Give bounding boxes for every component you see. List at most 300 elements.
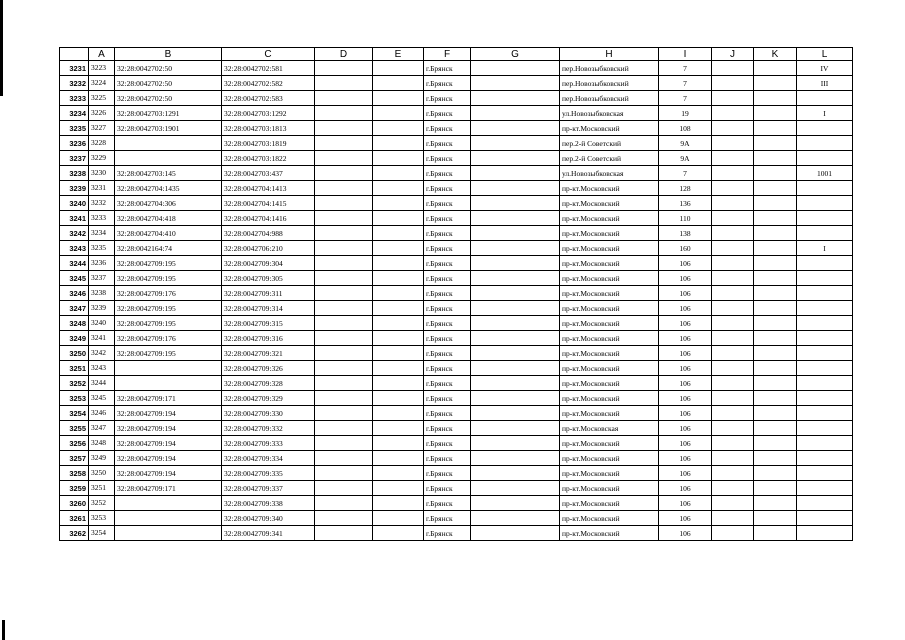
cell-f[interactable]: г.Брянск — [424, 196, 471, 211]
cell-a[interactable]: 3240 — [89, 316, 115, 331]
cell-l[interactable] — [797, 466, 853, 481]
cell-f[interactable]: г.Брянск — [424, 241, 471, 256]
column-header[interactable]: C — [222, 48, 315, 61]
cell-j[interactable] — [712, 91, 754, 106]
cell-h[interactable]: ул.Новозыбковская — [560, 106, 659, 121]
cell-a[interactable]: 3223 — [89, 61, 115, 76]
cell-j[interactable] — [712, 106, 754, 121]
cell-e[interactable] — [373, 376, 424, 391]
cell-c[interactable]: 32:28:0042703:1292 — [222, 106, 315, 121]
cell-k[interactable] — [754, 226, 797, 241]
cell-j[interactable] — [712, 496, 754, 511]
cell-d[interactable] — [315, 121, 373, 136]
cell-a[interactable]: 3233 — [89, 211, 115, 226]
cell-g[interactable] — [471, 286, 560, 301]
cell-f[interactable]: г.Брянск — [424, 151, 471, 166]
cell-c[interactable]: 32:28:0042702:581 — [222, 61, 315, 76]
cell-j[interactable] — [712, 361, 754, 376]
cell-l[interactable] — [797, 436, 853, 451]
cell-l[interactable] — [797, 151, 853, 166]
cell-e[interactable] — [373, 226, 424, 241]
cell-a[interactable]: 3245 — [89, 391, 115, 406]
cell-f[interactable]: г.Брянск — [424, 361, 471, 376]
cell-e[interactable] — [373, 166, 424, 181]
cell-d[interactable] — [315, 151, 373, 166]
cell-d[interactable] — [315, 106, 373, 121]
cell-d[interactable] — [315, 61, 373, 76]
row-number[interactable]: 3249 — [60, 331, 89, 346]
cell-k[interactable] — [754, 91, 797, 106]
cell-c[interactable]: 32:28:0042702:583 — [222, 91, 315, 106]
cell-k[interactable] — [754, 106, 797, 121]
cell-b[interactable]: 32:28:0042703:1291 — [115, 106, 222, 121]
cell-f[interactable]: г.Брянск — [424, 226, 471, 241]
cell-f[interactable]: г.Брянск — [424, 391, 471, 406]
cell-f[interactable]: г.Брянск — [424, 166, 471, 181]
cell-e[interactable] — [373, 151, 424, 166]
cell-b[interactable]: 32:28:0042704:306 — [115, 196, 222, 211]
row-number[interactable]: 3237 — [60, 151, 89, 166]
cell-b[interactable]: 32:28:0042709:194 — [115, 451, 222, 466]
cell-k[interactable] — [754, 406, 797, 421]
cell-d[interactable] — [315, 316, 373, 331]
cell-k[interactable] — [754, 151, 797, 166]
cell-f[interactable]: г.Брянск — [424, 286, 471, 301]
row-number[interactable]: 3244 — [60, 256, 89, 271]
cell-d[interactable] — [315, 361, 373, 376]
cell-e[interactable] — [373, 91, 424, 106]
row-number[interactable]: 3262 — [60, 526, 89, 541]
cell-l[interactable] — [797, 376, 853, 391]
cell-h[interactable]: пер.2-й Советский — [560, 136, 659, 151]
cell-f[interactable]: г.Брянск — [424, 136, 471, 151]
cell-i[interactable]: 106 — [659, 286, 712, 301]
row-number[interactable]: 3234 — [60, 106, 89, 121]
cell-g[interactable] — [471, 211, 560, 226]
cell-h[interactable]: пер.2-й Советский — [560, 151, 659, 166]
column-header[interactable]: F — [424, 48, 471, 61]
column-header[interactable]: E — [373, 48, 424, 61]
cell-a[interactable]: 3248 — [89, 436, 115, 451]
row-number[interactable]: 3238 — [60, 166, 89, 181]
row-number[interactable]: 3243 — [60, 241, 89, 256]
cell-l[interactable] — [797, 331, 853, 346]
cell-i[interactable]: 9А — [659, 136, 712, 151]
cell-a[interactable]: 3242 — [89, 346, 115, 361]
cell-g[interactable] — [471, 91, 560, 106]
cell-b[interactable]: 32:28:0042164:74 — [115, 241, 222, 256]
cell-d[interactable] — [315, 526, 373, 541]
cell-b[interactable]: 32:28:0042702:50 — [115, 76, 222, 91]
cell-f[interactable]: г.Брянск — [424, 496, 471, 511]
cell-k[interactable] — [754, 316, 797, 331]
cell-c[interactable]: 32:28:0042703:1813 — [222, 121, 315, 136]
cell-g[interactable] — [471, 61, 560, 76]
cell-j[interactable] — [712, 151, 754, 166]
cell-f[interactable]: г.Брянск — [424, 76, 471, 91]
cell-c[interactable]: 32:28:0042704:988 — [222, 226, 315, 241]
cell-d[interactable] — [315, 391, 373, 406]
cell-d[interactable] — [315, 466, 373, 481]
cell-g[interactable] — [471, 331, 560, 346]
cell-a[interactable]: 3231 — [89, 181, 115, 196]
cell-b[interactable] — [115, 136, 222, 151]
cell-c[interactable]: 32:28:0042709:311 — [222, 286, 315, 301]
cell-l[interactable] — [797, 496, 853, 511]
cell-l[interactable] — [797, 121, 853, 136]
cell-i[interactable]: 7 — [659, 166, 712, 181]
cell-d[interactable] — [315, 511, 373, 526]
cell-i[interactable]: 106 — [659, 376, 712, 391]
corner-header[interactable] — [60, 48, 89, 61]
cell-l[interactable] — [797, 181, 853, 196]
cell-i[interactable]: 160 — [659, 241, 712, 256]
column-header[interactable]: A — [89, 48, 115, 61]
cell-k[interactable] — [754, 511, 797, 526]
cell-f[interactable]: г.Брянск — [424, 346, 471, 361]
cell-j[interactable] — [712, 346, 754, 361]
cell-h[interactable]: пр-кт.Московский — [560, 271, 659, 286]
cell-a[interactable]: 3252 — [89, 496, 115, 511]
cell-c[interactable]: 32:28:0042703:437 — [222, 166, 315, 181]
cell-h[interactable]: пр-кт.Московский — [560, 256, 659, 271]
cell-g[interactable] — [471, 316, 560, 331]
row-number[interactable]: 3257 — [60, 451, 89, 466]
cell-b[interactable]: 32:28:0042709:194 — [115, 421, 222, 436]
cell-h[interactable]: пр-кт.Московский — [560, 511, 659, 526]
cell-e[interactable] — [373, 241, 424, 256]
cell-c[interactable]: 32:28:0042709:316 — [222, 331, 315, 346]
cell-g[interactable] — [471, 421, 560, 436]
cell-e[interactable] — [373, 451, 424, 466]
cell-k[interactable] — [754, 196, 797, 211]
cell-j[interactable] — [712, 331, 754, 346]
cell-b[interactable]: 32:28:0042709:195 — [115, 316, 222, 331]
cell-j[interactable] — [712, 166, 754, 181]
cell-c[interactable]: 32:28:0042709:314 — [222, 301, 315, 316]
cell-e[interactable] — [373, 496, 424, 511]
cell-g[interactable] — [471, 241, 560, 256]
cell-l[interactable] — [797, 196, 853, 211]
cell-k[interactable] — [754, 331, 797, 346]
cell-f[interactable]: г.Брянск — [424, 211, 471, 226]
cell-f[interactable]: г.Брянск — [424, 301, 471, 316]
cell-c[interactable]: 32:28:0042709:329 — [222, 391, 315, 406]
cell-g[interactable] — [471, 301, 560, 316]
cell-k[interactable] — [754, 136, 797, 151]
cell-a[interactable]: 3236 — [89, 256, 115, 271]
cell-g[interactable] — [471, 256, 560, 271]
cell-k[interactable] — [754, 466, 797, 481]
row-number[interactable]: 3240 — [60, 196, 89, 211]
cell-j[interactable] — [712, 241, 754, 256]
column-header[interactable]: I — [659, 48, 712, 61]
cell-f[interactable]: г.Брянск — [424, 376, 471, 391]
cell-d[interactable] — [315, 256, 373, 271]
cell-f[interactable]: г.Брянск — [424, 271, 471, 286]
cell-h[interactable]: пр-кт.Московский — [560, 286, 659, 301]
cell-c[interactable]: 32:28:0042702:582 — [222, 76, 315, 91]
cell-f[interactable]: г.Брянск — [424, 466, 471, 481]
cell-a[interactable]: 3239 — [89, 301, 115, 316]
row-number[interactable]: 3259 — [60, 481, 89, 496]
row-number[interactable]: 3255 — [60, 421, 89, 436]
row-number[interactable]: 3245 — [60, 271, 89, 286]
cell-i[interactable]: 7 — [659, 61, 712, 76]
cell-a[interactable]: 3227 — [89, 121, 115, 136]
cell-l[interactable]: III — [797, 76, 853, 91]
cell-a[interactable]: 3237 — [89, 271, 115, 286]
row-number[interactable]: 3253 — [60, 391, 89, 406]
cell-j[interactable] — [712, 61, 754, 76]
cell-j[interactable] — [712, 376, 754, 391]
cell-i[interactable]: 128 — [659, 181, 712, 196]
column-header[interactable]: K — [754, 48, 797, 61]
cell-a[interactable]: 3235 — [89, 241, 115, 256]
cell-i[interactable]: 19 — [659, 106, 712, 121]
cell-j[interactable] — [712, 451, 754, 466]
cell-g[interactable] — [471, 106, 560, 121]
cell-d[interactable] — [315, 286, 373, 301]
cell-a[interactable]: 3229 — [89, 151, 115, 166]
cell-l[interactable] — [797, 391, 853, 406]
cell-i[interactable]: 106 — [659, 331, 712, 346]
cell-k[interactable] — [754, 286, 797, 301]
cell-l[interactable] — [797, 256, 853, 271]
cell-c[interactable]: 32:28:0042709:341 — [222, 526, 315, 541]
cell-d[interactable] — [315, 181, 373, 196]
cell-h[interactable]: пр-кт.Московский — [560, 376, 659, 391]
cell-a[interactable]: 3246 — [89, 406, 115, 421]
cell-c[interactable]: 32:28:0042706:210 — [222, 241, 315, 256]
cell-a[interactable]: 3243 — [89, 361, 115, 376]
cell-e[interactable] — [373, 316, 424, 331]
cell-l[interactable]: I — [797, 106, 853, 121]
cell-k[interactable] — [754, 436, 797, 451]
cell-c[interactable]: 32:28:0042709:335 — [222, 466, 315, 481]
cell-k[interactable] — [754, 181, 797, 196]
cell-g[interactable] — [471, 481, 560, 496]
cell-g[interactable] — [471, 271, 560, 286]
cell-h[interactable]: пр-кт.Московский — [560, 331, 659, 346]
cell-d[interactable] — [315, 271, 373, 286]
cell-a[interactable]: 3228 — [89, 136, 115, 151]
cell-i[interactable]: 106 — [659, 466, 712, 481]
cell-d[interactable] — [315, 406, 373, 421]
cell-l[interactable]: IV — [797, 61, 853, 76]
cell-c[interactable]: 32:28:0042709:332 — [222, 421, 315, 436]
cell-k[interactable] — [754, 391, 797, 406]
cell-j[interactable] — [712, 406, 754, 421]
row-number[interactable]: 3260 — [60, 496, 89, 511]
cell-l[interactable] — [797, 346, 853, 361]
cell-l[interactable] — [797, 211, 853, 226]
cell-g[interactable] — [471, 511, 560, 526]
cell-k[interactable] — [754, 211, 797, 226]
cell-f[interactable]: г.Брянск — [424, 511, 471, 526]
cell-h[interactable]: пр-кт.Московская — [560, 421, 659, 436]
cell-f[interactable]: г.Брянск — [424, 436, 471, 451]
cell-d[interactable] — [315, 331, 373, 346]
cell-j[interactable] — [712, 136, 754, 151]
column-header[interactable]: G — [471, 48, 560, 61]
cell-i[interactable]: 106 — [659, 271, 712, 286]
cell-a[interactable]: 3249 — [89, 451, 115, 466]
cell-j[interactable] — [712, 76, 754, 91]
cell-a[interactable]: 3224 — [89, 76, 115, 91]
cell-c[interactable]: 32:28:0042709:326 — [222, 361, 315, 376]
cell-b[interactable]: 32:28:0042702:50 — [115, 61, 222, 76]
cell-e[interactable] — [373, 301, 424, 316]
row-number[interactable]: 3231 — [60, 61, 89, 76]
cell-b[interactable]: 32:28:0042709:176 — [115, 286, 222, 301]
cell-b[interactable]: 32:28:0042709:194 — [115, 406, 222, 421]
cell-e[interactable] — [373, 196, 424, 211]
cell-f[interactable]: г.Брянск — [424, 91, 471, 106]
cell-b[interactable]: 32:28:0042709:195 — [115, 256, 222, 271]
cell-e[interactable] — [373, 421, 424, 436]
cell-k[interactable] — [754, 346, 797, 361]
cell-e[interactable] — [373, 121, 424, 136]
cell-c[interactable]: 32:28:0042709:337 — [222, 481, 315, 496]
cell-i[interactable]: 106 — [659, 316, 712, 331]
cell-d[interactable] — [315, 166, 373, 181]
cell-d[interactable] — [315, 211, 373, 226]
cell-c[interactable]: 32:28:0042709:305 — [222, 271, 315, 286]
cell-c[interactable]: 32:28:0042709:338 — [222, 496, 315, 511]
cell-i[interactable]: 106 — [659, 346, 712, 361]
cell-c[interactable]: 32:28:0042703:1819 — [222, 136, 315, 151]
cell-b[interactable]: 32:28:0042702:50 — [115, 91, 222, 106]
row-number[interactable]: 3235 — [60, 121, 89, 136]
cell-h[interactable]: пр-кт.Московский — [560, 496, 659, 511]
cell-j[interactable] — [712, 301, 754, 316]
cell-a[interactable]: 3254 — [89, 526, 115, 541]
cell-j[interactable] — [712, 481, 754, 496]
cell-d[interactable] — [315, 241, 373, 256]
cell-j[interactable] — [712, 511, 754, 526]
cell-i[interactable]: 106 — [659, 256, 712, 271]
column-header[interactable]: H — [560, 48, 659, 61]
cell-i[interactable]: 106 — [659, 451, 712, 466]
cell-f[interactable]: г.Брянск — [424, 331, 471, 346]
cell-j[interactable] — [712, 316, 754, 331]
row-number[interactable]: 3236 — [60, 136, 89, 151]
cell-g[interactable] — [471, 76, 560, 91]
row-number[interactable]: 3248 — [60, 316, 89, 331]
cell-e[interactable] — [373, 106, 424, 121]
cell-d[interactable] — [315, 76, 373, 91]
cell-i[interactable]: 106 — [659, 391, 712, 406]
cell-e[interactable] — [373, 76, 424, 91]
cell-b[interactable] — [115, 361, 222, 376]
row-number[interactable]: 3247 — [60, 301, 89, 316]
cell-h[interactable]: пр-кт.Московский — [560, 226, 659, 241]
cell-l[interactable]: 1001 — [797, 166, 853, 181]
cell-d[interactable] — [315, 451, 373, 466]
cell-e[interactable] — [373, 526, 424, 541]
cell-a[interactable]: 3232 — [89, 196, 115, 211]
cell-l[interactable] — [797, 91, 853, 106]
cell-g[interactable] — [471, 466, 560, 481]
row-number[interactable]: 3242 — [60, 226, 89, 241]
cell-l[interactable] — [797, 316, 853, 331]
cell-e[interactable] — [373, 181, 424, 196]
cell-c[interactable]: 32:28:0042704:1413 — [222, 181, 315, 196]
cell-i[interactable]: 136 — [659, 196, 712, 211]
cell-e[interactable] — [373, 331, 424, 346]
column-header[interactable]: B — [115, 48, 222, 61]
cell-f[interactable]: г.Брянск — [424, 121, 471, 136]
cell-h[interactable]: пер.Новозыбковский — [560, 91, 659, 106]
cell-a[interactable]: 3226 — [89, 106, 115, 121]
cell-i[interactable]: 110 — [659, 211, 712, 226]
row-number[interactable]: 3254 — [60, 406, 89, 421]
row-number[interactable]: 3233 — [60, 91, 89, 106]
cell-h[interactable]: пр-кт.Московский — [560, 466, 659, 481]
cell-a[interactable]: 3241 — [89, 331, 115, 346]
cell-i[interactable]: 106 — [659, 526, 712, 541]
cell-h[interactable]: пр-кт.Московский — [560, 301, 659, 316]
cell-g[interactable] — [471, 361, 560, 376]
cell-g[interactable] — [471, 181, 560, 196]
cell-k[interactable] — [754, 421, 797, 436]
cell-k[interactable] — [754, 76, 797, 91]
cell-e[interactable] — [373, 481, 424, 496]
cell-j[interactable] — [712, 526, 754, 541]
cell-k[interactable] — [754, 256, 797, 271]
cell-a[interactable]: 3230 — [89, 166, 115, 181]
cell-l[interactable] — [797, 226, 853, 241]
cell-b[interactable]: 32:28:0042709:171 — [115, 391, 222, 406]
cell-a[interactable]: 3225 — [89, 91, 115, 106]
cell-c[interactable]: 32:28:0042709:315 — [222, 316, 315, 331]
row-number[interactable]: 3261 — [60, 511, 89, 526]
cell-i[interactable]: 7 — [659, 91, 712, 106]
cell-l[interactable] — [797, 361, 853, 376]
cell-c[interactable]: 32:28:0042709:333 — [222, 436, 315, 451]
cell-a[interactable]: 3251 — [89, 481, 115, 496]
cell-a[interactable]: 3247 — [89, 421, 115, 436]
cell-c[interactable]: 32:28:0042709:340 — [222, 511, 315, 526]
cell-a[interactable]: 3234 — [89, 226, 115, 241]
cell-i[interactable]: 106 — [659, 481, 712, 496]
cell-g[interactable] — [471, 451, 560, 466]
cell-f[interactable]: г.Брянск — [424, 451, 471, 466]
cell-j[interactable] — [712, 211, 754, 226]
cell-d[interactable] — [315, 376, 373, 391]
cell-d[interactable] — [315, 136, 373, 151]
cell-l[interactable]: I — [797, 241, 853, 256]
cell-g[interactable] — [471, 376, 560, 391]
cell-h[interactable]: пр-кт.Московский — [560, 391, 659, 406]
cell-d[interactable] — [315, 481, 373, 496]
cell-j[interactable] — [712, 286, 754, 301]
column-header[interactable]: D — [315, 48, 373, 61]
cell-d[interactable] — [315, 346, 373, 361]
row-number[interactable]: 3232 — [60, 76, 89, 91]
cell-b[interactable] — [115, 526, 222, 541]
column-header[interactable]: J — [712, 48, 754, 61]
cell-h[interactable]: пр-кт.Московский — [560, 121, 659, 136]
cell-b[interactable]: 32:28:0042709:176 — [115, 331, 222, 346]
cell-k[interactable] — [754, 166, 797, 181]
cell-b[interactable] — [115, 151, 222, 166]
cell-g[interactable] — [471, 196, 560, 211]
column-header[interactable]: L — [797, 48, 853, 61]
cell-c[interactable]: 32:28:0042709:330 — [222, 406, 315, 421]
cell-k[interactable] — [754, 121, 797, 136]
